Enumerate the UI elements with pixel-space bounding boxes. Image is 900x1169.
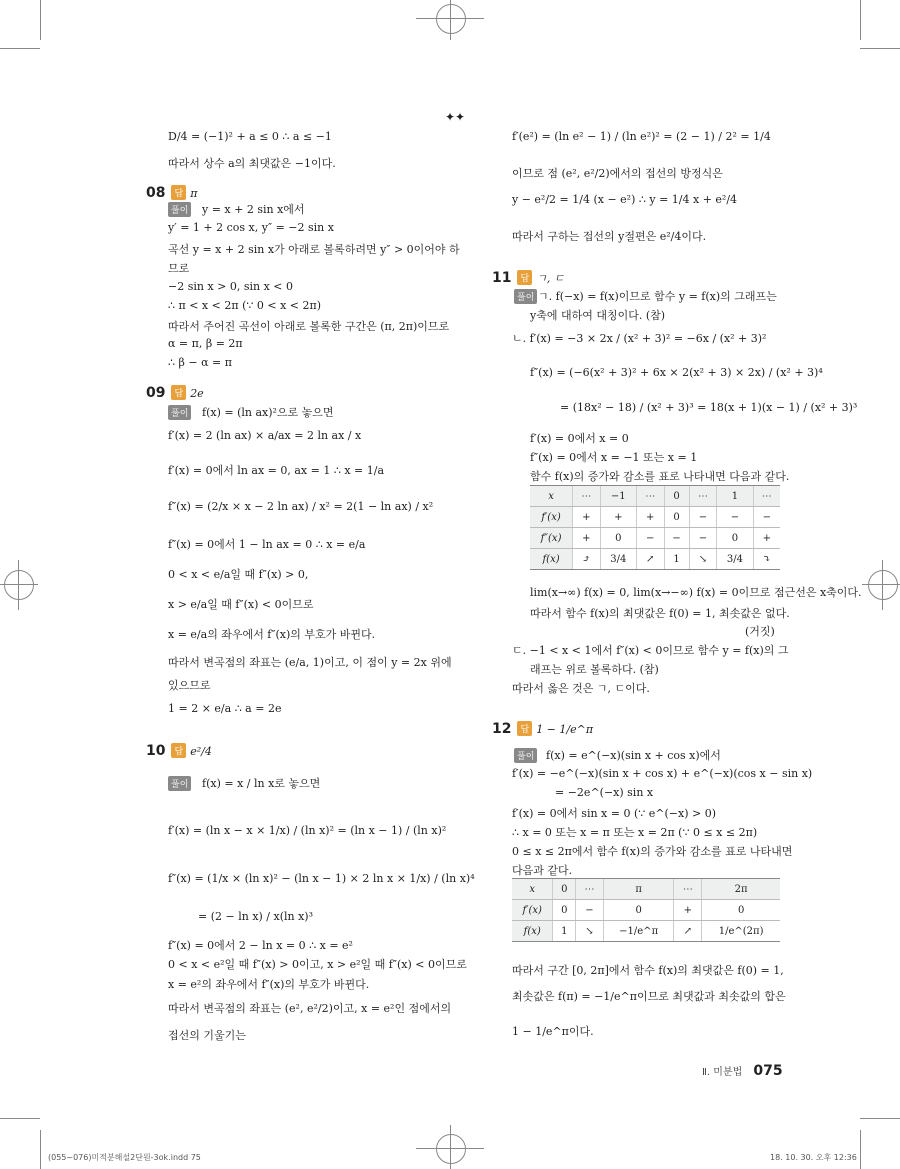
solution-line: ∴ β − α = π	[168, 356, 232, 369]
table-cell: x	[512, 879, 553, 900]
solution-line: f″(x) = 0에서 x = −1 또는 x = 1	[530, 451, 698, 464]
solution-line: ∴ x = 0 또는 x = π 또는 x = 2π (∵ 0 ≤ x ≤ 2π)	[512, 826, 758, 839]
folio	[702, 1060, 783, 1079]
crop-line	[18, 560, 19, 610]
crop-line	[860, 48, 900, 49]
table-cell: 0	[664, 507, 689, 528]
table-cell: 0	[664, 486, 689, 507]
table-cell: −1	[600, 486, 636, 507]
solution-line: 따라서 변곡점의 좌표는 (e², e²/2)이고, x = e²인 점에서의	[168, 1002, 452, 1015]
solution-line: x = e²의 좌우에서 f″(x)의 부호가 바뀐다.	[168, 978, 370, 991]
solution-line: 래프는 위로 볼록하다. (참)	[530, 663, 659, 676]
crop-line	[0, 48, 40, 49]
solution-line: f′(x) = −e^(−x)(sin x + cos x) + e^(−x)(cos x − sin x)	[512, 767, 813, 780]
question-number: 08	[146, 185, 166, 201]
solution-badge: 풀이	[168, 202, 191, 217]
page-number: 075	[753, 1063, 783, 1079]
question-header	[146, 182, 197, 201]
table-cell: f″(x)	[530, 528, 573, 549]
solution-line: 따라서 구간 [0, 2π]에서 함수 f(x)의 최댓값은 f(0) = 1,	[512, 964, 784, 977]
table-cell: ↗	[674, 921, 702, 942]
table-cell: 0	[603, 900, 673, 921]
solution-line: = (2 − ln x) / x(ln x)³	[198, 910, 314, 923]
answer-badge: 답	[171, 385, 186, 400]
table-cell: 0	[702, 900, 780, 921]
solution-badge: 풀이	[168, 405, 191, 420]
table-cell: ⋯	[576, 879, 604, 900]
table-cell: f′(x)	[530, 507, 573, 528]
table-cell: x	[530, 486, 573, 507]
answer-value: 2e	[190, 387, 204, 400]
table-cell: 3/4	[600, 549, 636, 570]
solution-line: x > e/a일 때 f″(x) < 0이므로	[168, 598, 314, 611]
answer-badge: 답	[517, 721, 532, 736]
solution-line: f(x) = x / ln x로 놓으면	[202, 777, 321, 790]
table-cell: 0	[717, 528, 753, 549]
crop-line	[40, 1130, 41, 1169]
solution-line: f′(e²) = (ln e² − 1) / (ln e²)² = (2 − 1) / 2² = 1/4	[512, 130, 771, 143]
table-cell: −	[753, 507, 780, 528]
solution-line: 이므로 점 (e², e²/2)에서의 접선의 방정식은	[512, 167, 723, 180]
solution-line: 따라서 함수 f(x)의 최댓값은 f(0) = 1, 최솟값은 없다.	[530, 607, 790, 620]
solution-line: −2 sin x > 0, sin x < 0	[168, 280, 294, 293]
solution-line: α = π, β = 2π	[168, 337, 243, 350]
table-cell: 1	[553, 921, 576, 942]
solution-line: ㄴ. f′(x) = −3 × 2x / (x² + 3)² = −6x / (x² + 3)²	[512, 332, 767, 345]
solution-line: f′(x) = 0에서 x = 0	[530, 432, 629, 445]
answer-badge: 답	[171, 743, 186, 758]
crop-line	[416, 18, 484, 19]
sign-table-q11	[530, 485, 780, 570]
table-cell: f(x)	[512, 921, 553, 942]
table-cell: 0	[553, 879, 576, 900]
crop-line	[882, 560, 883, 610]
table-row	[512, 900, 780, 921]
table-row	[530, 549, 780, 570]
table-row	[530, 528, 780, 549]
solution-line: 따라서 옳은 것은 ㄱ, ㄷ이다.	[512, 682, 650, 695]
column-ornament: ✦✦	[445, 110, 466, 124]
solution-line: x = e/a의 좌우에서 f″(x)의 부호가 바뀐다.	[168, 628, 376, 641]
table-cell: −	[717, 507, 753, 528]
solution-badge: 풀이	[514, 289, 537, 304]
table-cell: ↗	[636, 549, 664, 570]
question-number: 11	[492, 270, 512, 286]
table-cell: −	[576, 900, 604, 921]
solution-line: 따라서 주어진 곡선이 아래로 볼록한 구간은 (π, 2π)이므로	[168, 320, 450, 333]
table-cell: ⋯	[753, 486, 780, 507]
table-cell: f′(x)	[512, 900, 553, 921]
table-cell: ⤵	[753, 549, 780, 570]
question-number: 12	[492, 721, 512, 737]
solution-line: f″(x) = (1/x × (ln x)² − (ln x − 1) × 2 ln x × 1/x) / (ln x)⁴	[168, 872, 475, 885]
crop-line	[860, 1118, 900, 1119]
solution-line: y축에 대하여 대칭이다. (참)	[530, 309, 666, 322]
table-cell: 1/e^(2π)	[702, 921, 780, 942]
crop-line	[416, 1148, 484, 1149]
solution-line: f′(x) = 2 (ln ax) × a/ax = 2 ln ax / x	[168, 429, 362, 442]
table-cell: +	[573, 528, 601, 549]
solution-line: 1 = 2 × e/a ∴ a = 2e	[168, 702, 282, 715]
solution-line: y′ = 1 + 2 cos x, y″ = −2 sin x	[168, 221, 334, 234]
solution-line: f″(x) = 0에서 1 − ln ax = 0 ∴ x = e/a	[168, 538, 366, 551]
table-cell: 3/4	[717, 549, 753, 570]
crop-line	[40, 0, 41, 40]
crop-line	[0, 584, 38, 585]
table-cell: +	[753, 528, 780, 549]
question-header	[492, 267, 564, 286]
solution-line: D/4 = (−1)² + a ≤ 0 ∴ a ≤ −1	[168, 130, 332, 143]
solution-line: = (18x² − 18) / (x² + 3)³ = 18(x + 1)(x − 1) / (x² + 3)³	[560, 401, 858, 414]
solution-line: f″(x) = (2/x × x − 2 ln ax) / x² = 2(1 − ln ax) / x²	[168, 500, 434, 513]
solution-line: f′(x) = 0에서 ln ax = 0, ax = 1 ∴ x = 1/a	[168, 464, 385, 477]
table-cell: ⋯	[689, 486, 717, 507]
table-cell: +	[600, 507, 636, 528]
question-header	[146, 382, 204, 401]
table-row	[530, 486, 780, 507]
solution-line: 0 < x < e/a일 때 f″(x) > 0,	[168, 568, 309, 581]
footer-date: 18. 10. 30. 오후 12:36	[770, 1153, 857, 1162]
table-cell: 1	[717, 486, 753, 507]
question-number: 10	[146, 743, 166, 759]
solution-line: = −2e^(−x) sin x	[555, 786, 654, 799]
solution-line: 0 ≤ x ≤ 2π에서 함수 f(x)의 증가와 감소를 표로 나타내면	[512, 845, 793, 858]
solution-line: 곡선 y = x + 2 sin x가 아래로 볼록하려면 y″ > 0이어야 하	[168, 243, 460, 256]
table-row	[512, 921, 780, 942]
solution-line: ㄷ. −1 < x < 1에서 f″(x) < 0이므로 함수 y = f(x)의 그	[512, 644, 789, 657]
solution-line: 1 − 1/e^π이다.	[512, 1025, 594, 1038]
solution-badge: 풀이	[514, 748, 537, 763]
crop-line	[450, 0, 451, 40]
table-cell: −	[664, 528, 689, 549]
table-cell: 1	[664, 549, 689, 570]
answer-badge: 답	[171, 185, 186, 200]
table-cell: 0	[553, 900, 576, 921]
question-header	[146, 740, 212, 759]
solution-line: 최솟값은 f(π) = −1/e^π이므로 최댓값과 최솟값의 합은	[512, 990, 786, 1003]
table-row	[530, 507, 780, 528]
table-cell: +	[573, 507, 601, 528]
crop-line	[860, 1130, 861, 1169]
registration-mark-bottom	[436, 1134, 466, 1164]
solution-line: f′(x) = (ln x − x × 1/x) / (ln x)² = (ln x − 1) / (ln x)²	[168, 824, 447, 837]
table-cell: f(x)	[530, 549, 573, 570]
solution-line: 따라서 변곡점의 좌표는 (e/a, 1)이고, 이 점이 y = 2x 위에	[168, 656, 452, 669]
answer-value: e²/4	[190, 745, 212, 758]
solution-line: 접선의 기울기는	[168, 1029, 246, 1042]
solution-line: y = x + 2 sin x에서	[202, 203, 305, 216]
solution-line: ㄱ. f(−x) = f(x)이므로 함수 y = f(x)의 그래프는	[538, 290, 777, 303]
solution-line: 있으므로	[168, 679, 211, 692]
solution-badge: 풀이	[168, 776, 191, 791]
solution-line: (거짓)	[745, 625, 775, 638]
footer-file: (055~076)미적분해설2단원-3ok.indd 75	[48, 1153, 201, 1162]
table-cell: ⤴	[573, 549, 601, 570]
table-cell: ↘	[689, 549, 717, 570]
solution-line: 따라서 구하는 접선의 y절편은 e²/4이다.	[512, 230, 707, 243]
table-cell: −	[636, 528, 664, 549]
solution-line: 0 < x < e²일 때 f″(x) > 0이고, x > e²일 때 f″(x) < 0이므로	[168, 958, 467, 971]
table-row	[512, 879, 780, 900]
answer-value: ㄱ, ㄷ	[536, 272, 565, 285]
section-label: Ⅱ. 미분법	[702, 1067, 743, 1078]
solution-line: 다음과 같다.	[512, 864, 573, 877]
solution-line: f″(x) = 0에서 2 − ln x = 0 ∴ x = e²	[168, 939, 353, 952]
table-cell: ⋯	[636, 486, 664, 507]
question-number: 09	[146, 385, 166, 401]
question-header	[492, 718, 593, 737]
solution-line: f″(x) = (−6(x² + 3)² + 6x × 2(x² + 3) × 2x) / (x² + 3)⁴	[530, 366, 823, 379]
table-cell: +	[674, 900, 702, 921]
solution-line: lim(x→∞) f(x) = 0, lim(x→−∞) f(x) = 0이므로 점근선은 x축이다.	[530, 586, 862, 599]
crop-line	[860, 0, 861, 40]
registration-mark-top	[436, 4, 466, 34]
table-cell: 2π	[702, 879, 780, 900]
solution-line: f(x) = (ln ax)²으로 놓으면	[202, 406, 334, 419]
table-cell: π	[603, 879, 673, 900]
table-cell: 0	[600, 528, 636, 549]
answer-badge: 답	[517, 270, 532, 285]
solution-line: f(x) = e^(−x)(sin x + cos x)에서	[546, 749, 721, 762]
solution-line: 따라서 상수 a의 최댓값은 −1이다.	[168, 157, 336, 170]
crop-line	[0, 1118, 40, 1119]
table-cell: +	[636, 507, 664, 528]
solution-line: ∴ π < x < 2π (∵ 0 < x < 2π)	[168, 299, 322, 312]
table-cell: ⋯	[674, 879, 702, 900]
table-cell: ⋯	[573, 486, 601, 507]
solution-line: 함수 f(x)의 증가와 감소를 표로 나타내면 다음과 같다.	[530, 470, 790, 483]
answer-value: 1 − 1/e^π	[536, 723, 594, 736]
crop-line	[450, 1125, 451, 1169]
table-cell: ↘	[576, 921, 604, 942]
registration-mark-left	[4, 570, 34, 600]
solution-line: y − e²/2 = 1/4 (x − e²) ∴ y = 1/4 x + e²/4	[512, 193, 738, 206]
crop-line	[862, 584, 900, 585]
sign-table-q12	[512, 878, 780, 942]
table-cell: −	[689, 528, 717, 549]
answer-value: π	[190, 187, 198, 200]
solution-line: 므로	[168, 262, 190, 275]
registration-mark-right	[868, 570, 898, 600]
table-cell: −	[689, 507, 717, 528]
solution-line: f′(x) = 0에서 sin x = 0 (∵ e^(−x) > 0)	[512, 807, 716, 820]
table-cell: −1/e^π	[603, 921, 673, 942]
